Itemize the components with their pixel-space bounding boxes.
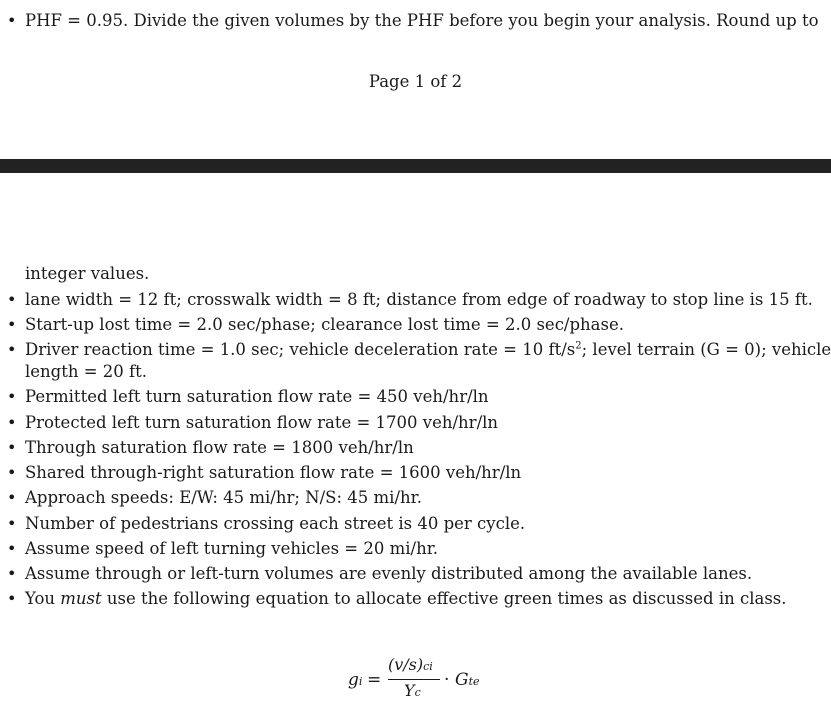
formula-rhs: Gte	[455, 670, 480, 690]
must-emphasis: must	[60, 589, 102, 608]
superscript-2: 2	[575, 340, 582, 352]
formula-lhs: gi	[348, 670, 363, 690]
bullet-dot: •	[7, 315, 17, 334]
continuation-text: integer values.	[25, 264, 150, 283]
formula-equals: =	[367, 670, 382, 690]
must-text-after: use the following equation to allocate effective green times as discussed in class.	[101, 589, 787, 608]
formula-numerator: (v/s)ci	[388, 655, 433, 674]
phf-bullet-text: PHF = 0.95. Divide the given volumes by the PHF before you begin your analysis. Round up to	[25, 11, 819, 30]
approach-speeds-item: Approach speeds: E/W: 45 mi/hr; N/S: 45 mi/hr.	[25, 488, 422, 507]
bullet-dot: •	[7, 11, 17, 30]
fraction-bar	[388, 679, 440, 680]
green-time-formula	[0, 650, 831, 710]
driver-reaction-item-line2: length = 20 ft.	[25, 362, 148, 381]
permitted-left-item: Permitted left turn saturation flow rate = 450 veh/hr/ln	[25, 387, 489, 406]
page-break-divider	[0, 159, 831, 173]
bullet-dot: •	[7, 463, 17, 482]
pedestrians-item: Number of pedestrians crossing each street is 40 per cycle.	[25, 514, 526, 533]
bullet-dot: •	[7, 340, 17, 359]
formula-dot: ·	[444, 670, 450, 690]
bullet-dot: •	[7, 387, 17, 406]
driver-reaction-item	[25, 340, 831, 360]
driver-text-part1: Driver reaction time = 1.0 sec; vehicle deceleration rate = 10 ft/s	[25, 340, 576, 359]
left-turn-speed-item: Assume speed of left turning vehicles = 20 mi/hr.	[25, 539, 439, 558]
driver-text-part2: ; level terrain (G = 0); vehicle	[581, 340, 831, 359]
lost-time-item: Start-up lost time = 2.0 sec/phase; clearance lost time = 2.0 sec/phase.	[25, 315, 624, 334]
volume-distribution-item: Assume through or left-turn volumes are evenly distributed among the available lanes.	[25, 564, 753, 583]
must-text-before: You	[25, 589, 61, 608]
bullet-dot: •	[7, 488, 17, 507]
bullet-dot: •	[7, 413, 17, 432]
must-use-equation-item	[25, 589, 787, 609]
protected-left-item: Protected left turn saturation flow rate = 1700 veh/hr/ln	[25, 413, 499, 432]
shared-through-right-item: Shared through-right saturation flow rate = 1600 veh/hr/ln	[25, 463, 522, 482]
bullet-dot: •	[7, 564, 17, 583]
bullet-dot: •	[7, 514, 17, 533]
lane-width-item: lane width = 12 ft; crosswalk width = 8 ft; distance from edge of roadway to stop line is 15 ft.	[25, 290, 813, 309]
through-saturation-item: Through saturation flow rate = 1800 veh/hr/ln	[25, 438, 414, 457]
bullet-dot: •	[7, 438, 17, 457]
bullet-dot: •	[7, 290, 17, 309]
bullet-dot: •	[7, 589, 17, 608]
page-number: Page 1 of 2	[368, 72, 463, 91]
bullet-dot: •	[7, 539, 17, 558]
formula-denominator: Yc	[404, 681, 421, 700]
